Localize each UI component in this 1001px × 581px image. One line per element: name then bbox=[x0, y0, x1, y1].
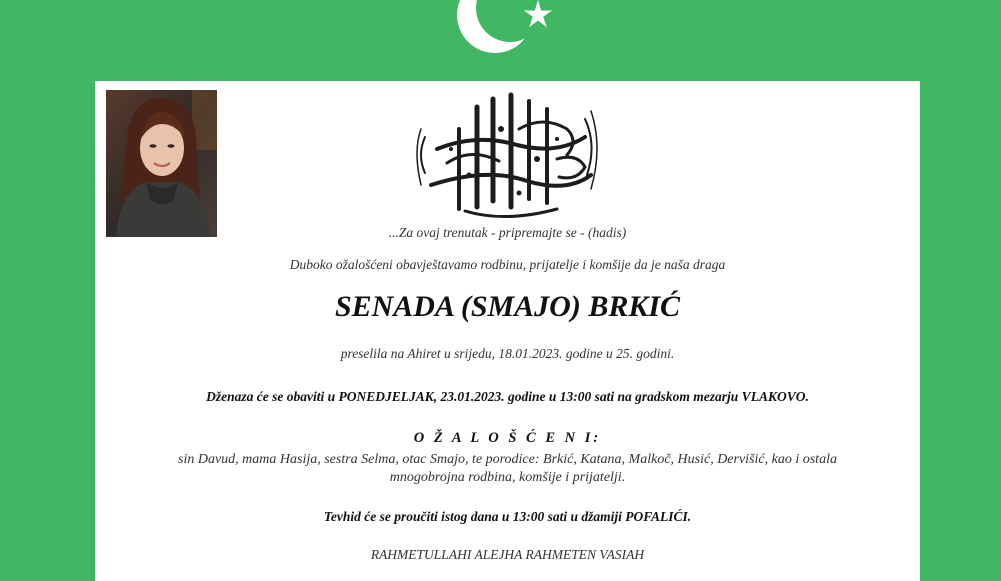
tevhid-details: Tevhid će se proučiti istog dana u 13:00 sati u džamiji POFALIĆI. bbox=[323, 509, 692, 524]
crescent-star-icon bbox=[450, 0, 560, 75]
mourners-line: mnogobrojna rodbina, komšije i prijatelji. bbox=[389, 470, 626, 485]
mourners-line: sin Davud, mama Hasija, sestra Selma, otac Smajo, te porodice: Brkić, Katana, Malkoč, Husić, Dervišić, kao i ostala bbox=[178, 452, 837, 467]
passing-date: preselila na Ahiret u srijedu, 18.01.2023. godine u 25. godini. bbox=[340, 346, 675, 361]
closing-prayer: RAHMETULLAHI ALEJHA RAHMETEN VASIAH bbox=[370, 547, 645, 562]
funeral-details: Dženaza će se obaviti u PONEDJELJAK, 23.01.2023. godine u 13:00 sati na gradskom mezarju VLAKOVO. bbox=[206, 389, 809, 404]
deceased-name: SENADA (SMAJO) BRKIĆ bbox=[334, 290, 681, 323]
announcement-intro: Duboko ožalošćeni obavještavamo rodbinu, prijatelje i komšije da je naša draga bbox=[289, 257, 726, 272]
mourners-list bbox=[95, 451, 920, 487]
obituary-card bbox=[95, 81, 920, 581]
hadis-quote: ...Za ovaj trenutak - pripremajte se - (hadis) bbox=[388, 225, 627, 240]
arabic-calligraphy-icon bbox=[407, 89, 603, 225]
mourners-heading: O Ž A L O Š Ć E N I: bbox=[413, 430, 602, 446]
deceased-portrait-photo bbox=[106, 90, 217, 237]
